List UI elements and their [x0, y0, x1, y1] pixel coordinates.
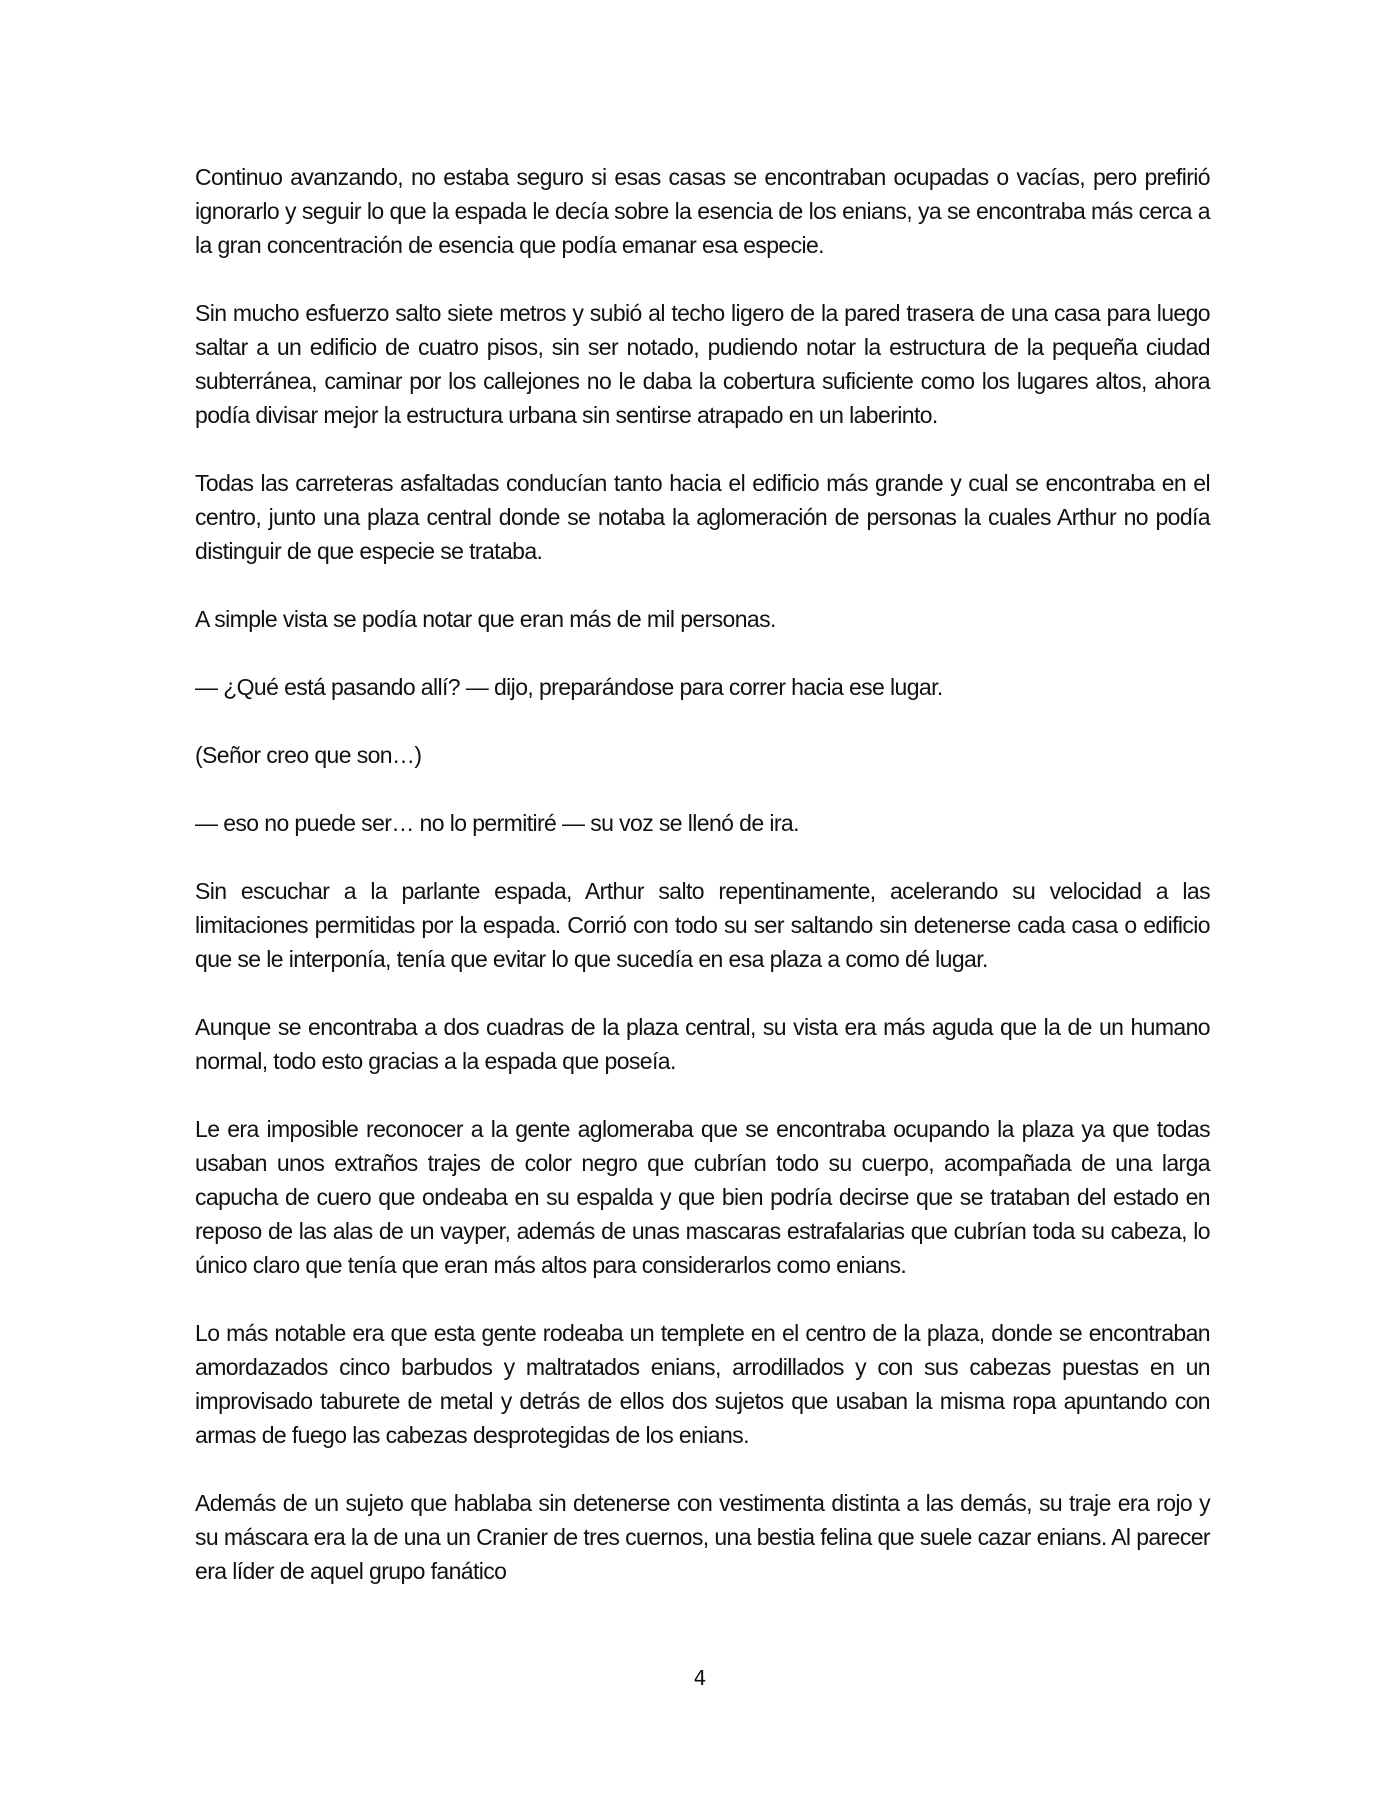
paragraph: Aunque se encontraba a dos cuadras de la plaza central, su vista era más aguda que la de un humano normal, todo esto gracias a la espada que poseía.	[195, 1014, 1210, 1074]
dialogue-line: — eso no puede ser… no lo permitiré — su voz se llenó de ira.	[195, 810, 799, 836]
paragraph: Todas las carreteras asfaltadas conducían tanto hacia el edificio más grande y cual se encontraba en el centro, junto una plaza central donde se notaba la aglomeración de personas la cuales Arthur no podía distinguir de que especie se trataba.	[195, 470, 1210, 564]
paragraph: A simple vista se podía notar que eran más de mil personas.	[195, 606, 776, 632]
paragraph: Además de un sujeto que hablaba sin detenerse con vestimenta distinta a las demás, su traje era rojo y su máscara era la de una un Cranier de tres cuernos, una bestia felina que suele cazar enians. Al parecer era líder de aquel grupo fanático	[195, 1490, 1210, 1584]
paragraph: Sin escuchar a la parlante espada, Arthur salto repentinamente, acelerando su velocidad a las limitaciones permitidas por la espada. Corrió con todo su ser saltando sin detenerse cada casa o edificio que se le interponía, tenía que evitar lo que sucedía en esa plaza a como dé lugar.	[195, 878, 1210, 972]
paragraph: Lo más notable era que esta gente rodeaba un templete en el centro de la plaza, donde se encontraban amordazados cinco barbudos y maltratados enians, arrodillados y con sus cabezas puestas en un improvisado taburete de metal y detrás de ellos dos sujetos que usaban la misma ropa apuntando con armas de fuego las cabezas desprotegidas de los enians.	[195, 1320, 1210, 1448]
dialogue-line: (Señor creo que son…)	[195, 742, 422, 768]
paragraph: Continuo avanzando, no estaba seguro si esas casas se encontraban ocupadas o vacías, pero prefirió ignorarlo y seguir lo que la espada le decía sobre la esencia de los enians, ya se encontraba más cerca a la gran concentración de esencia que podía emanar esa especie.	[195, 164, 1210, 258]
page-number: 4	[693, 1666, 707, 1690]
paragraph: Sin mucho esfuerzo salto siete metros y subió al techo ligero de la pared trasera de una casa para luego saltar a un edificio de cuatro pisos, sin ser notado, pudiendo notar la estructura de la pequeña ciudad subterránea, caminar por los callejones no le daba la cobertura suficiente como los lugares altos, ahora podía divisar mejor la estructura urbana sin sentirse atrapado en un laberinto.	[195, 300, 1210, 428]
dialogue-line: — ¿Qué está pasando allí? — dijo, preparándose para correr hacia ese lugar.	[195, 674, 943, 700]
paragraph: Le era imposible reconocer a la gente aglomeraba que se encontraba ocupando la plaza ya que todas usaban unos extraños trajes de color negro que cubrían todo su cuerpo, acompañada de una larga capucha de cuero que ondeaba en su espalda y que bien podría decirse que se trataban del estado en reposo de las alas de un vayper, además de unas mascaras estrafalarias que cubrían toda su cabeza, lo único claro que tenía que eran más altos para considerarlos como enians.	[195, 1116, 1210, 1278]
text-body	[195, 160, 1210, 1588]
